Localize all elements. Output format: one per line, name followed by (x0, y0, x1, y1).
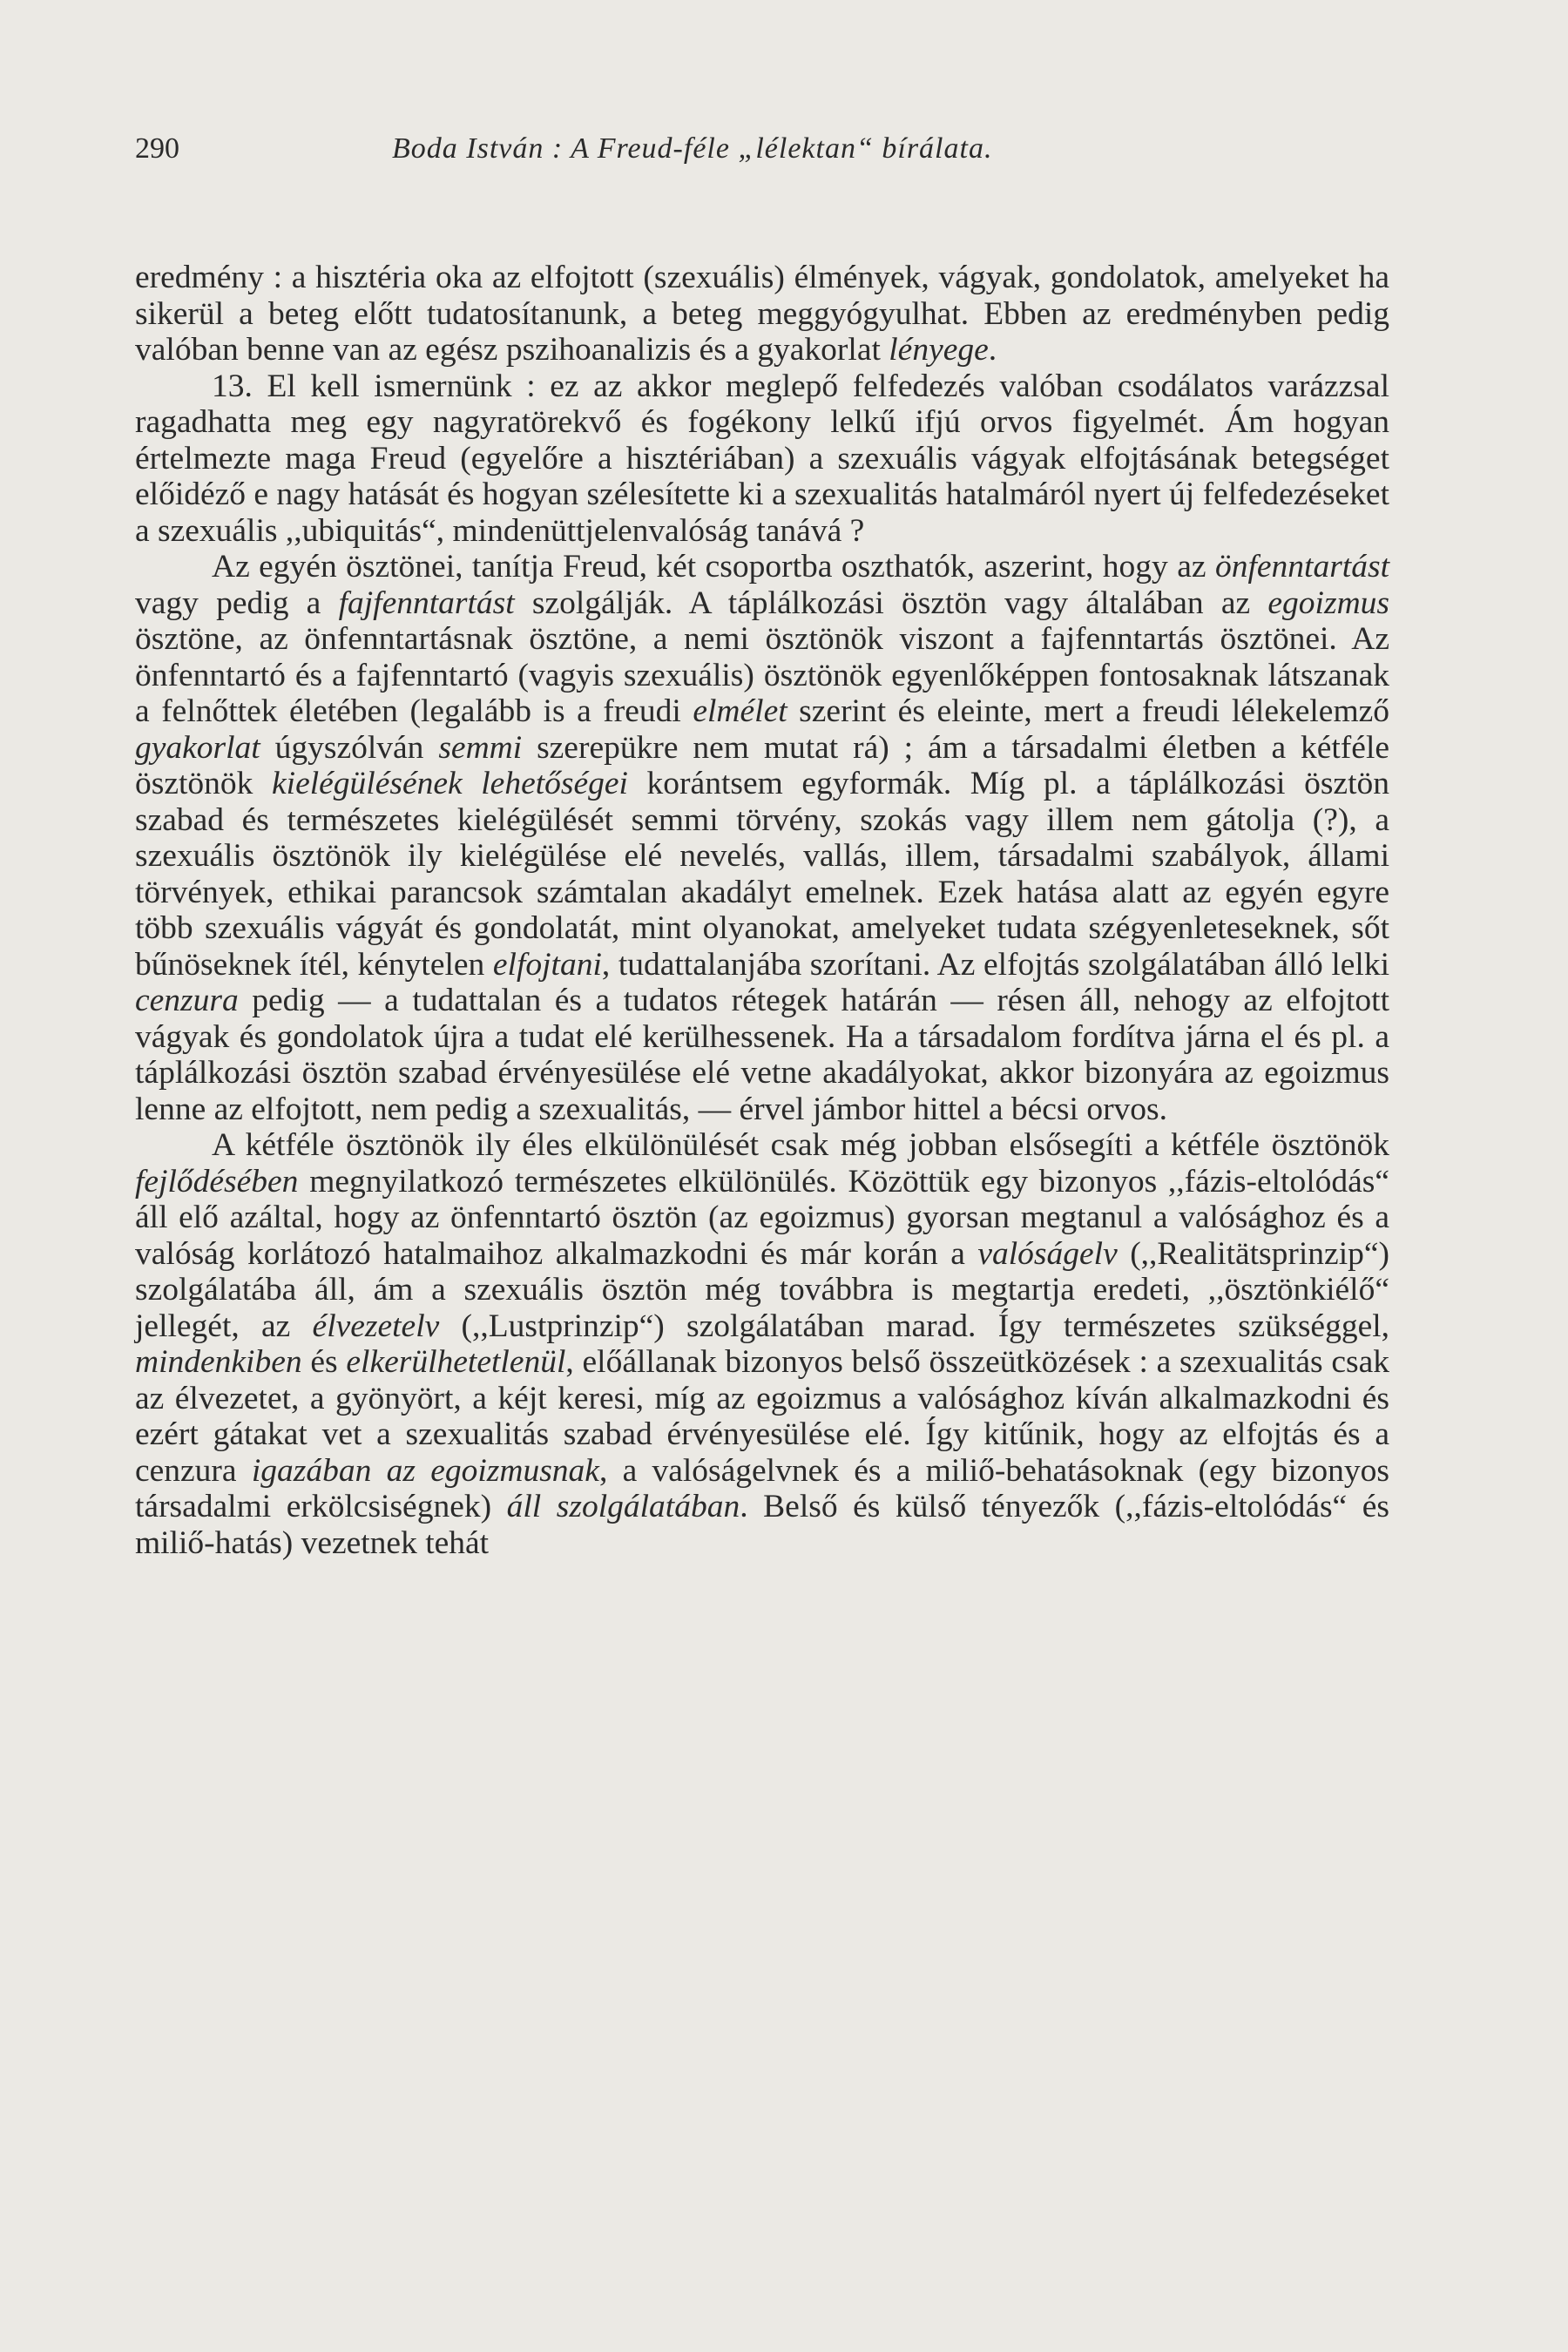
text-run: eredmény : a hisztéria oka az elfojtott (szexuális) élmények, vágyak, gondolatok, amelyeket ha sikerül a beteg előtt tudatosítanunk, a beteg meggyógyulhat. Ebben az eredményben pedig valóban benne van az egész pszihoanalizis és a gyakorlat (135, 260, 1389, 368)
text-run: Az egyén ösztönei, tanítja Freud, két csoportba oszthatók, aszerint, hogy az (212, 549, 1215, 585)
emphasis-text: kielégülésének lehetőségei (272, 766, 628, 801)
emphasis-text: elkerülhetetlenül (346, 1344, 566, 1380)
paragraph (135, 260, 1389, 368)
body-text (135, 260, 1389, 1561)
emphasis-text: semmi (438, 729, 523, 766)
text-run: , előállanak bizonyos belső összeütközések : a szexualitás csak az élvezetet, a gyönyört, a kéjt keresi, míg az egoizmus a valósághoz kíván alkalmazkodni és ezért gátakat vet a szexualitás szabad érvényesülése elé. Így kitűnik, hogy az elfojtás és a cenzura (135, 1344, 1389, 1489)
emphasis-text: elmélet (693, 693, 787, 729)
page-header (135, 132, 1389, 176)
emphasis-text: önfenntartást (1214, 549, 1389, 585)
page-number: 290 (135, 132, 179, 165)
paragraph (135, 549, 1389, 1127)
text-run: szerint és eleinte, mert a freudi lélekelemző (787, 693, 1390, 729)
text-run: és (301, 1344, 347, 1380)
emphasis-text: egoizmus (1267, 585, 1389, 621)
text-run: A kétféle ösztönök ily éles elkülönülését csak még jobban elsősegíti a kétféle ösztönök (212, 1127, 1389, 1163)
paragraph (135, 1127, 1389, 1561)
emphasis-text: mindenkiben (135, 1344, 302, 1380)
text-run: . Belső és külső tényezők (,,fázis-eltolódás“ és miliő-hatás) vezetnek tehát (135, 1489, 1389, 1561)
text-run: , tudattalanjába szorítani. Az elfojtás szolgálatában álló lelki (601, 946, 1389, 983)
emphasis-text: fajfenntartást (338, 585, 515, 621)
text-run: szerepükre nem mutat rá) ; ám a társadalmi életben a kétféle ösztönök (135, 729, 1390, 801)
text-run: , a valóságelvnek és a miliő-behatásoknak (egy bizonyos társadalmi erkölcsiségnek) (135, 1452, 1389, 1524)
emphasis-text: gyakorlat (135, 729, 260, 766)
text-run: 13. El kell ismernünk : ez az akkor meglepő felfedezés valóban csodálatos varázzsal ragadhatta meg egy nagyratörekvő és fogékony lelkű ifjú orvos figyelmét. Ám hogyan értelmezte maga Freud (egyelőre a hisztériában) a szexuális vágyak elfojtásának betegséget előidéző e nagy hatását és hogyan szélesítette ki a szexualitás hatalmáról nyert új felfedezéseket a szexuális ,,ubiquitás“, mindenüttjelenvalóság tanává ? (135, 368, 1389, 549)
emphasis-text: fejlődésében (135, 1163, 299, 1200)
paragraph (135, 368, 1389, 550)
text-run: korántsem egyformák. Míg pl. a táplálkozási ösztön szabad és természetes kielégülését semmi törvény, szokás vagy illem nem gátolja (?), a szexuális ösztönök ily kielégülése elé nevelés, vallás, illem, társadalmi szabályok, állami törvények, ethikai parancsok számtalan akadályt emelnek. Ezek hatása alatt az egyén egyre több szexuális vágyát és gondolatát, mint olyanokat, amelyeket tudata szégyenleteseknek, sőt bűnöseknek ítél, kénytelen (135, 766, 1389, 983)
emphasis-text: cenzura (135, 983, 239, 1018)
text-run: (,,Lustprinzip“) szolgálatában marad. Így természetes szükséggel, (439, 1308, 1390, 1344)
text-run: úgyszólván (260, 729, 439, 766)
emphasis-text: élvezetelv (312, 1308, 440, 1344)
text-run: (,,Realitätsprinzip“) szolgálatába áll, ám a szexuális ösztön még továbbra is megtartja eredeti, ,,ösztönkiélő“ jellegét, az (135, 1235, 1389, 1344)
emphasis-text: áll szolgálatában (506, 1489, 740, 1524)
text-run: szolgálják. A táplálkozási ösztön vagy általában az (514, 585, 1268, 621)
text-run: . (988, 332, 997, 368)
emphasis-text: valóságelv (977, 1235, 1118, 1272)
text-run: vagy pedig a (135, 585, 339, 621)
emphasis-text: igazában az egoizmusnak (251, 1452, 599, 1489)
text-run: ösztöne, az önfenntartásnak ösztöne, a nemi ösztönök viszont a fajfenntartás ösztönei. Az önfenntartó és a fajfenntartó (vagyis szexuális) ösztönök egyenlőképpen fontosaknak látszanak a felnőttek életében (legalább is a freudi (135, 621, 1389, 729)
emphasis-text: elfojtani (492, 946, 602, 983)
text-run: pedig — a tudattalan és a tudatos rétegek határán — résen áll, nehogy az elfojtott vágyak és gondolatok újra a tudat elé kerülhessenek. Ha a társadalom fordítva járna el és pl. a táplálkozási ösztön szabad érvényesülése elé vetne akadályokat, akkor bizonyára az egoizmus lenne az elfojtott, nem pedig a szexualitás, — érvel jámbor hittel a bécsi orvos. (135, 983, 1389, 1127)
running-head: Boda István : A Freud-féle „lélektan“ bírálata. (392, 132, 993, 165)
text-run: megnyilatkozó természetes elkülönülés. Közöttük egy bizonyos ,,fázis-eltolódás“ áll elő azáltal, hogy az önfenntartó ösztön (az egoizmus) gyorsan megtanul a valósághoz és a valóság korlátozó hatalmaihoz alkalmazkodni és már korán a (135, 1163, 1389, 1272)
emphasis-text: lényege (889, 332, 989, 368)
